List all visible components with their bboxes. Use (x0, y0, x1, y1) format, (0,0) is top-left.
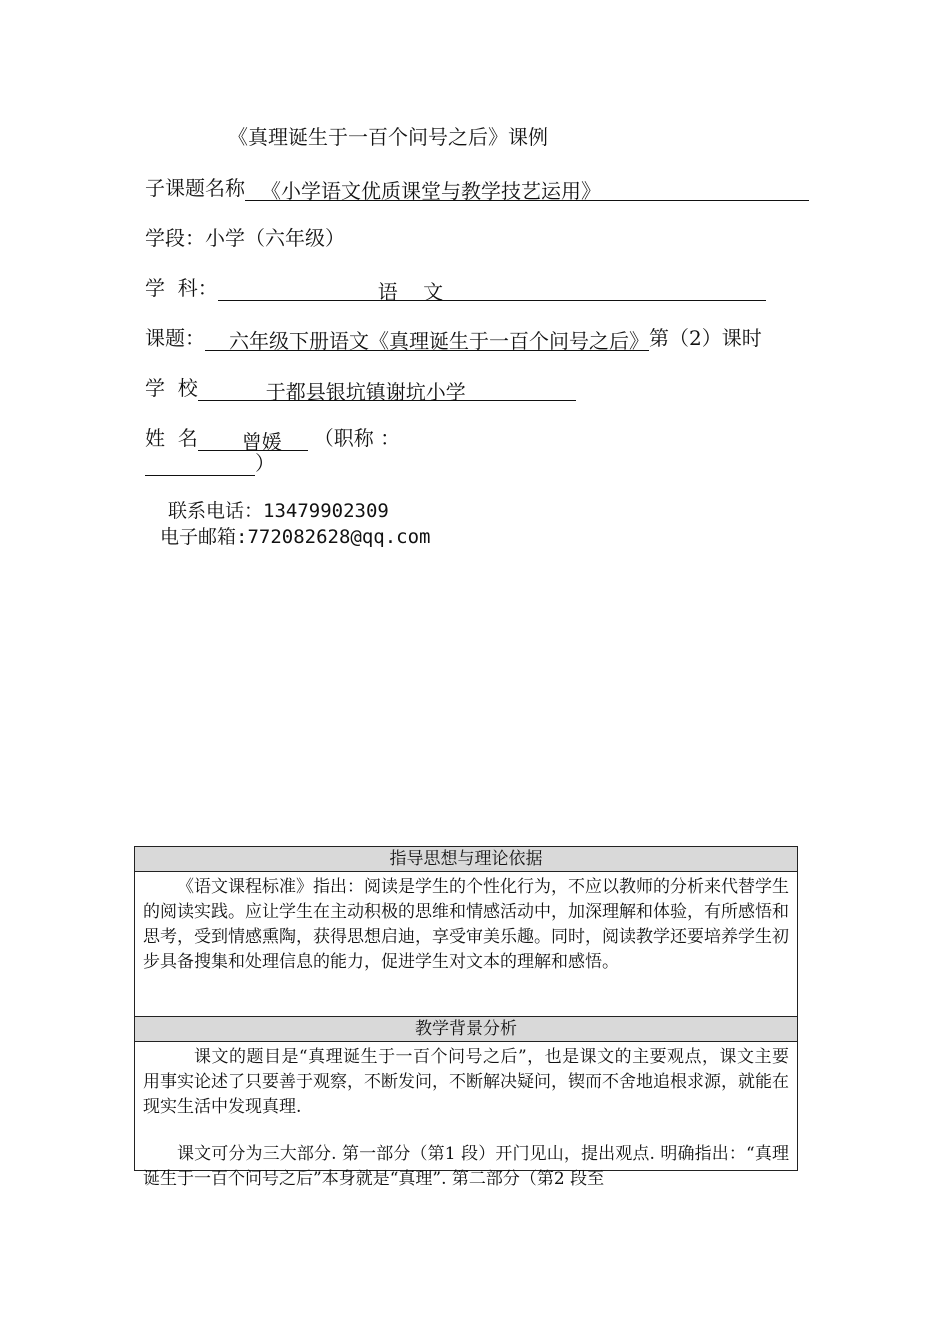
name-value: 曾媛 (198, 429, 308, 451)
name-row (145, 425, 401, 454)
document-title: 《真理诞生于一百个问号之后》课例 (228, 125, 548, 149)
email-line: 电子邮箱:772082628@qq.com (160, 526, 431, 548)
lesson-label: 课题： (145, 326, 205, 350)
stage-row: 学段：小学（六年级） (145, 226, 345, 250)
phone-line: 联系电话：13479902309 (168, 500, 389, 522)
lesson-table (134, 846, 798, 1189)
background-paragraph-2: 课文可分为三大部分. 第一部分（第1 段）开门见山，提出观点. 明确指出：“真理诞生于一百个问号之后”本身就是“真理”. 第二部分（第2 段至 (143, 1144, 789, 1189)
subject-label: 学 科： (145, 276, 218, 300)
subtopic-row (145, 175, 809, 201)
subtopic-label: 子课题名称 (145, 176, 245, 200)
title-value (145, 453, 255, 476)
section-header-guiding: 指导思想与理论依据 (135, 847, 797, 872)
background-paragraph-1: 课文的题目是“真理诞生于一百个问号之后”，也是课文的主要观点，课文主要用事实论述了只要善于观察，不断发问，不断解决疑问，锲而不舍地追根求源，就能在现实生活中发现真理. (143, 1047, 789, 1117)
school-row (145, 375, 576, 404)
section-header-background: 教学背景分析 (135, 1017, 797, 1042)
lesson-row (145, 325, 762, 351)
title-label: （职称 ： (313, 426, 401, 450)
section-body-background (135, 1042, 797, 1189)
guiding-paragraph: 《语文课程标准》指出：阅读是学生的个性化行为，不应以教师的分析来代替学生的阅读实践。应让学生在主动积极的思维和情感活动中，加深理解和体验，有所感悟和思考，受到情感熏陶，获得思想启迪，享受审美乐趣。同时，阅读教学还要培养学生初步具备搜集和处理信息的能力，促进学生对文本的理解和感悟。 (143, 877, 789, 972)
title-close: ） (255, 451, 275, 475)
name-label: 姓 名 (145, 426, 198, 450)
subject-value: 语 文 (218, 279, 766, 301)
subtopic-value: 《小学语文优质课堂与教学技艺运用》 (245, 178, 809, 201)
title-row (145, 450, 275, 476)
lesson-value: 六年级下册语文《真理诞生于一百个问号之后》 (205, 328, 649, 351)
lesson-suffix: 第（2）课时 (649, 326, 762, 350)
school-label: 学 校 (145, 376, 198, 400)
school-value: 于都县银坑镇谢坑小学 (198, 379, 576, 401)
section-body-guiding (135, 872, 797, 1017)
subject-row (145, 275, 766, 304)
